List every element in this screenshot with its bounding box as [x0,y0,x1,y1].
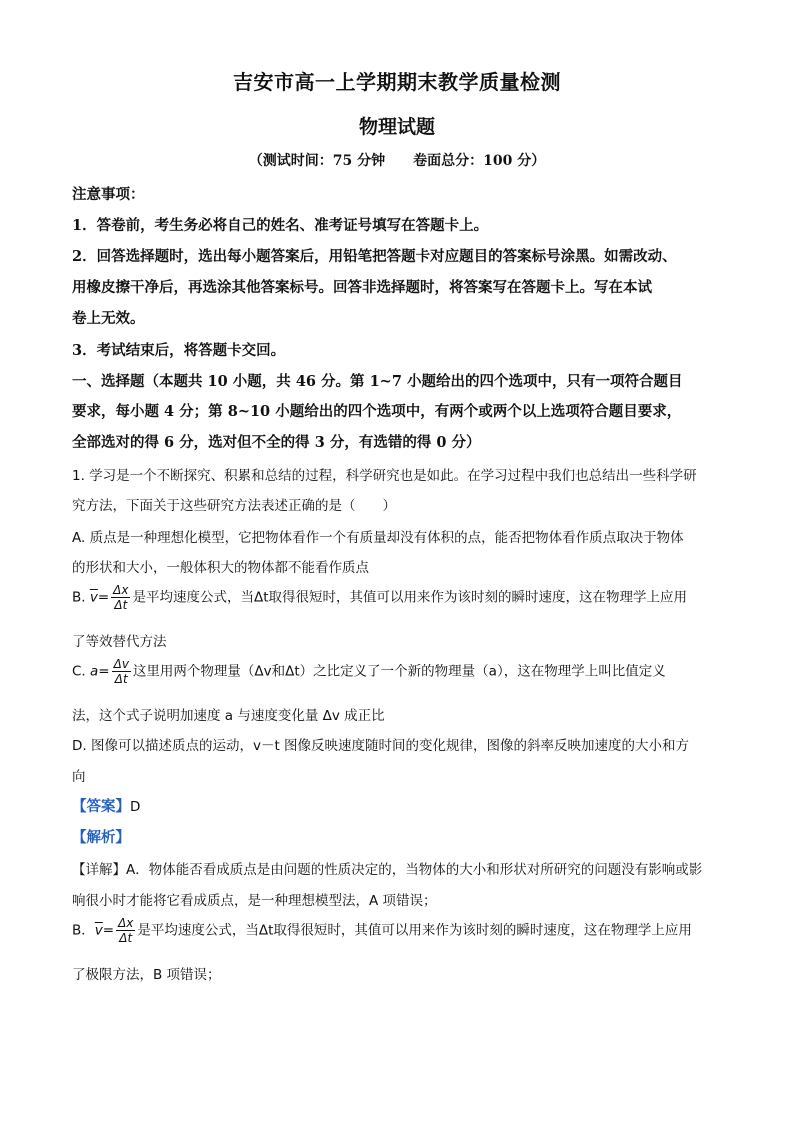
option-b-line-2: 了等效替代方法 [72,634,167,650]
detail-b-prefix: B． [72,922,95,939]
formula-equals: = [102,922,115,939]
exam-info: （测试时间：75 分钟 卷面总分：100 分） [248,153,546,169]
option-c-prefix: C. [72,663,86,680]
note-item-1: 1．答卷前，考生务必将自己的姓名、准考证号填写在答题卡上。 [72,217,489,234]
section-heading-line-1: 一、选择题（本题共 10 小题，共 46 分。第 1~7 小题给出的四个选项中，只有一项符合题目 [72,373,683,390]
option-c-line-1 [72,657,732,686]
notes-heading: 注意事项： [72,186,145,203]
formula-numerator: Δx [118,916,134,930]
question-stem-line-2: 究方法，下面关于这些研究方法表述正确的是（ ） [72,498,396,514]
detail-b-text: 是平均速度公式，当Δt取得很短时，其值可以用来作为该时刻的瞬时速度，这在物理学上应用 [137,922,692,939]
answer-line [72,795,732,816]
formula-fraction [111,583,130,612]
detail-a-line-1 [72,858,732,878]
formula-numerator: Δv [113,657,129,671]
formula-denominator: Δt [114,672,128,686]
detail-a-text: A．物体能否看成质点是由问题的性质决定的，当物体的大小和形状对所研究的问题没有影响或影 [126,862,703,878]
note-item-3: 3．考试结束后，将答题卡交回。 [72,342,286,359]
note-item-2-line-2: 用橡皮擦干净后，再选涂其他答案标号。回答非选择题时，将答案写在答题卡上。写在本试 [72,279,652,296]
note-item-2-line-1: 2．回答选择题时，选出每小题答案后，用铅笔把答题卡对应题目的答案标号涂黑。如需改动、 [72,248,677,265]
formula-denominator: Δt [114,598,128,612]
exam-title: 吉安市高一上学期期末教学质量检测 [233,70,561,94]
option-c-text: 这里用两个物理量（Δv和Δt）之比定义了一个新的物理量（a），这在物理学上叫比值定义 [132,663,666,680]
section-heading-line-2: 要求，每小题 4 分；第 8~10 小题给出的四个选项中，有两个或两个以上选项符合题目要求， [72,403,682,420]
formula-lhs: $\overline{v}$ [94,922,103,939]
formula-fraction [112,657,131,686]
note-item-2-line-3: 卷上无效。 [72,310,145,327]
option-b-prefix: B. [72,589,86,606]
formula-denominator: Δt [119,931,133,945]
section-heading-line-3: 全部选对的得 6 分，选对但不全的得 3 分，有选错的得 0 分） [72,434,481,451]
formula-lhs: a [90,663,99,680]
question-stem-line-1: 1. 学习是一个不断探究、积累和总结的过程，科学研究也是如此。在学习过程中我们也总结出一些科学研 [72,468,697,484]
formula-equals: = [98,663,110,680]
subject-title: 物理试题 [358,116,435,138]
option-b-text: 是平均速度公式，当Δt取得很短时，其值可以用来作为该时刻的瞬时速度，这在物理学上应用 [132,589,688,606]
answer-label: 【答案】 [72,798,130,815]
detail-b-line-2: 了极限方法，B 项错误； [72,967,221,983]
formula-equals: = [97,589,110,606]
formula-lhs: $\overline{v}$ [89,589,98,606]
analysis-label: 【解析】 [72,829,130,846]
option-d-line-1: D. 图像可以描述质点的运动，v－t 图像反映速度随时间的变化规律，图像的斜率反映加速度的大小和方 [72,738,690,754]
detail-a-line-2: 响很小时才能将它看成质点，是一种理想模型法，A 项错误； [72,893,437,909]
detail-label: 【详解】 [72,862,126,878]
option-c-line-2: 法，这个式子说明加速度 a 与速度变化量 Δv 成正比 [72,708,385,724]
option-a-line-1: A. 质点是一种理想化模型，它把物体看作一个有质量却没有体积的点，能否把物体看作质点取决于物体 [72,530,684,546]
option-a-line-2: 的形状和大小，一般体积大的物体都不能看作质点 [72,560,369,576]
answer-value: D [130,799,141,815]
option-b-line-1 [72,583,732,612]
detail-b-line-1 [72,916,732,945]
formula-fraction [116,916,135,945]
option-d-line-2: 向 [72,769,86,785]
formula-numerator: Δx [113,583,129,597]
